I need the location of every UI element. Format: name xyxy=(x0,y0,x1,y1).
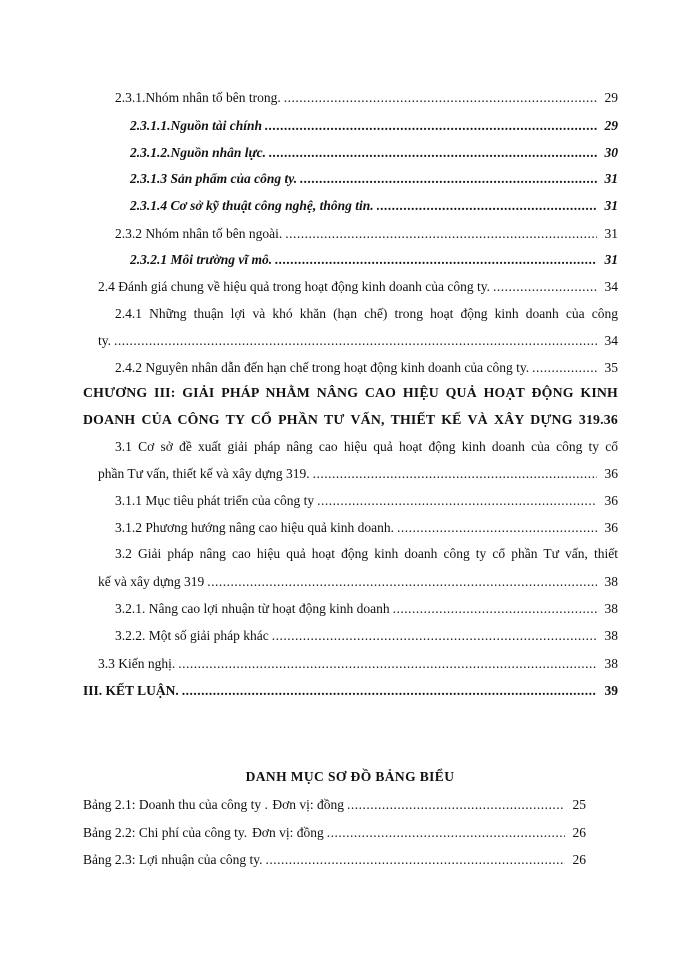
toc-entry[interactable] xyxy=(98,332,618,350)
toc-dot-leader xyxy=(393,600,597,618)
figure-entry[interactable] xyxy=(83,796,586,814)
toc-entry[interactable] xyxy=(130,144,618,162)
toc-page-number: 38 xyxy=(604,656,618,671)
figure-entry-label: Bảng 2.3: Lợi nhuận của công ty. xyxy=(83,852,263,867)
toc-dot-leader xyxy=(532,359,597,377)
toc-dot-leader xyxy=(493,278,597,296)
toc-dot-leader xyxy=(182,682,597,700)
toc-page-number: 31 xyxy=(604,252,618,267)
figure-entry[interactable] xyxy=(83,824,586,842)
toc-entry-title: III. KẾT LUẬN. xyxy=(83,683,179,698)
figure-entry-unit: Đơn vị: đồng xyxy=(272,797,345,812)
toc-dot-leader xyxy=(313,465,597,483)
toc-entry[interactable] xyxy=(115,600,618,618)
toc-entry-title: 3.1.1 Mục tiêu phát triển của công ty xyxy=(115,493,315,508)
toc-dot-leader xyxy=(178,655,597,673)
toc-page-number: 38 xyxy=(604,628,618,643)
toc-dot-leader xyxy=(265,851,565,869)
toc-page-number: 30 xyxy=(604,145,618,160)
toc-dot-leader xyxy=(269,144,597,162)
toc-entry[interactable] xyxy=(115,359,618,377)
chapter-heading[interactable] xyxy=(83,411,618,429)
toc-entry-title: 2.3.1.3 Sản phẩm của công ty. xyxy=(130,171,298,186)
toc-entry-title: 2.3.1.4 Cơ sở kỹ thuật công nghệ, thông tin. xyxy=(130,198,374,213)
toc-dot-leader xyxy=(265,117,597,135)
toc-entry[interactable] xyxy=(115,627,618,645)
toc-dot-leader xyxy=(397,519,597,537)
toc-page-number: 26 xyxy=(572,852,586,867)
toc-entry-title-line[interactable]: 3.2 Giải pháp nâng cao hiệu quả hoạt động kinh doanh công ty cổ phần Tư vấn, thiết xyxy=(115,546,618,561)
toc-dot-leader xyxy=(114,332,597,350)
toc-page-number: 26 xyxy=(572,825,586,840)
toc-entry-title: 2.3.1.1.Nguồn tài chính xyxy=(130,118,263,133)
toc-entry-title: 3.3 Kiến nghị. xyxy=(98,656,176,671)
toc-entry-title: 2.4 Đánh giá chung về hiệu quả trong hoạt động kinh doanh của công ty. xyxy=(98,279,491,294)
toc-entry[interactable] xyxy=(98,573,618,591)
toc-entry[interactable] xyxy=(98,278,618,296)
toc-entry-title: kế và xây dựng 319 xyxy=(98,574,205,589)
toc-entry[interactable] xyxy=(115,225,618,243)
toc-entry-title: 3.2.2. Một số giải pháp khác xyxy=(115,628,269,643)
figure-entry-label: Bảng 2.2: Chi phí của công ty. xyxy=(83,825,248,840)
toc-dot-leader xyxy=(317,492,597,510)
figure-entry-label: Bảng 2.1: Doanh thu của công ty . xyxy=(83,797,268,812)
toc-page-number: 39 xyxy=(604,683,618,698)
toc-page-number: 34 xyxy=(604,279,618,294)
toc-entry[interactable] xyxy=(130,197,618,215)
figure-entry-unit: Đơn vị: đồng xyxy=(252,825,324,840)
toc-entry[interactable] xyxy=(115,519,618,537)
toc-entry[interactable] xyxy=(115,492,618,510)
toc-page-number: 36 xyxy=(603,412,618,427)
toc-entry[interactable] xyxy=(98,465,618,483)
toc-dot-leader xyxy=(377,197,597,215)
toc-entry-title: 2.4.2 Nguyên nhân dẫn đến hạn chế trong hoạt động kinh doanh của công ty. xyxy=(115,360,530,375)
toc-page-number: 34 xyxy=(604,333,618,348)
toc-entry-title: ty. xyxy=(98,333,111,348)
toc-dot-leader xyxy=(285,225,597,243)
toc-page-number: 35 xyxy=(604,360,618,375)
toc-dot-leader xyxy=(207,573,597,591)
toc-dot-leader xyxy=(347,796,565,814)
toc-entry-title: 3.1.2 Phương hướng nâng cao hiệu quả kinh doanh. xyxy=(115,520,394,535)
toc-entry[interactable] xyxy=(115,89,618,107)
toc-dot-leader xyxy=(272,627,597,645)
section-title: DANH MỤC SƠ ĐỒ BẢNG BIỂU xyxy=(245,769,455,784)
toc-page-number: 38 xyxy=(604,574,618,589)
toc-entry[interactable] xyxy=(130,251,618,269)
toc-page-number: 36 xyxy=(604,493,618,508)
figure-entry[interactable] xyxy=(83,851,586,869)
toc-page-number: 31 xyxy=(604,171,618,186)
toc-entry-title: 3.2.1. Nâng cao lợi nhuận từ hoạt động kinh doanh xyxy=(115,601,390,616)
toc-page-number: 38 xyxy=(604,601,618,616)
toc-entry-title: 2.3.2.1 Môi trường vĩ mô. xyxy=(130,252,273,267)
toc-page-number: 36 xyxy=(604,520,618,535)
toc-dot-leader xyxy=(327,824,565,842)
toc-page-number: 29 xyxy=(604,90,618,105)
toc-entry[interactable] xyxy=(98,655,618,673)
toc-entry[interactable] xyxy=(130,170,618,188)
toc-page-number: 31 xyxy=(604,226,618,241)
toc-page-number: 31 xyxy=(604,198,618,213)
toc-entry[interactable] xyxy=(83,682,618,700)
toc-page-number: 25 xyxy=(572,797,586,812)
toc-dot-leader xyxy=(300,170,597,188)
toc-entry-title-line[interactable]: 2.4.1 Những thuận lợi và khó khăn (hạn chế) trong hoạt động kinh doanh của công xyxy=(115,306,618,321)
toc-dot-leader xyxy=(275,251,597,269)
toc-entry-title: 2.3.1.Nhóm nhân tố bên trong. xyxy=(115,90,281,105)
toc-entry-title-line[interactable]: 3.1 Cơ sở đề xuất giải pháp nâng cao hiệu quả hoạt động kinh doanh của công ty cổ xyxy=(115,439,618,454)
toc-page-number: 29 xyxy=(604,118,618,133)
toc-entry-title: 2.3.2 Nhóm nhân tố bên ngoài. xyxy=(115,226,283,241)
toc-entry-title: phần Tư vấn, thiết kế và xây dựng 319. xyxy=(98,466,310,481)
chapter-heading-line: DOANH CỦA CÔNG TY CỔ PHẦN TƯ VẤN, THIẾT KẾ VÀ XÂY DỰNG 319. xyxy=(83,412,604,427)
toc-page-number: 36 xyxy=(604,466,618,481)
chapter-heading-line[interactable]: CHƯƠNG III: GIẢI PHÁP NHẰM NÂNG CAO HIỆU QUẢ HOẠT ĐỘNG KINH xyxy=(83,385,618,400)
toc-entry-title: 2.3.1.2.Nguồn nhân lực. xyxy=(130,145,266,160)
toc-dot-leader xyxy=(284,89,597,107)
toc-entry[interactable] xyxy=(130,117,618,135)
